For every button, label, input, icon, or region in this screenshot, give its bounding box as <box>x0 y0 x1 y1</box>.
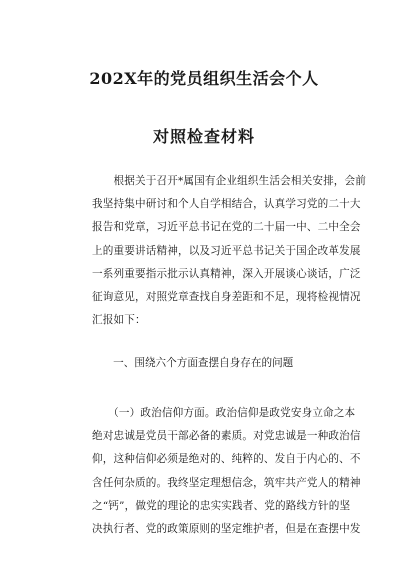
subsection-line: 之“钙”，做党的理论的忠实实践者、党的路线方针的坚 <box>92 499 351 512</box>
subsection-line: 仰，这种信仰必须是绝对的、纯粹的、发自于内心的、不 <box>92 453 361 466</box>
subsection-line: （一）政治信仰方面。政治信仰是政党安身立命之本 <box>92 407 356 419</box>
intro-line: 汇报如下： <box>92 314 146 327</box>
subsection-line: 含任何杂质的。我终坚定理想信念，筑牢共产党人的精神 <box>92 476 361 489</box>
intro-paragraph <box>92 170 367 332</box>
intro-line: 报告和党章，习近平总书记在党的二十届一中、二中全会 <box>92 221 361 234</box>
subsection-paragraph <box>92 402 361 541</box>
document-title-line2: 对照检查材料 <box>152 127 255 146</box>
intro-line: 根据关于召开*属国有企业组织生活会相关安排，会前 <box>92 175 367 187</box>
subsection-line: 决执行者、党的政策原则的坚定维护者，但是在查摆中发 <box>92 523 361 536</box>
intro-line: 我坚持集中研讨和个人自学相结合，认真学习党的二十大 <box>92 198 361 211</box>
subsection-line: 绝对忠诚是党员干部必备的素质。对党忠诚是一种政治信 <box>92 430 361 443</box>
intro-line: 征询意见，对照党章查找自身差距和不足，现将检视情况 <box>92 291 361 304</box>
intro-line: 一系列重要指示批示认真精神，深入开展谈心谈话，广泛 <box>92 267 361 280</box>
document-title-line1: 202X年的党员组织生活会个人 <box>89 69 319 88</box>
section-heading: 一、围绕六个方面查摆自身存在的问题 <box>92 357 294 369</box>
intro-line: 上的重要讲话精神，以及习近平总书记关于国企改革发展 <box>92 244 361 257</box>
